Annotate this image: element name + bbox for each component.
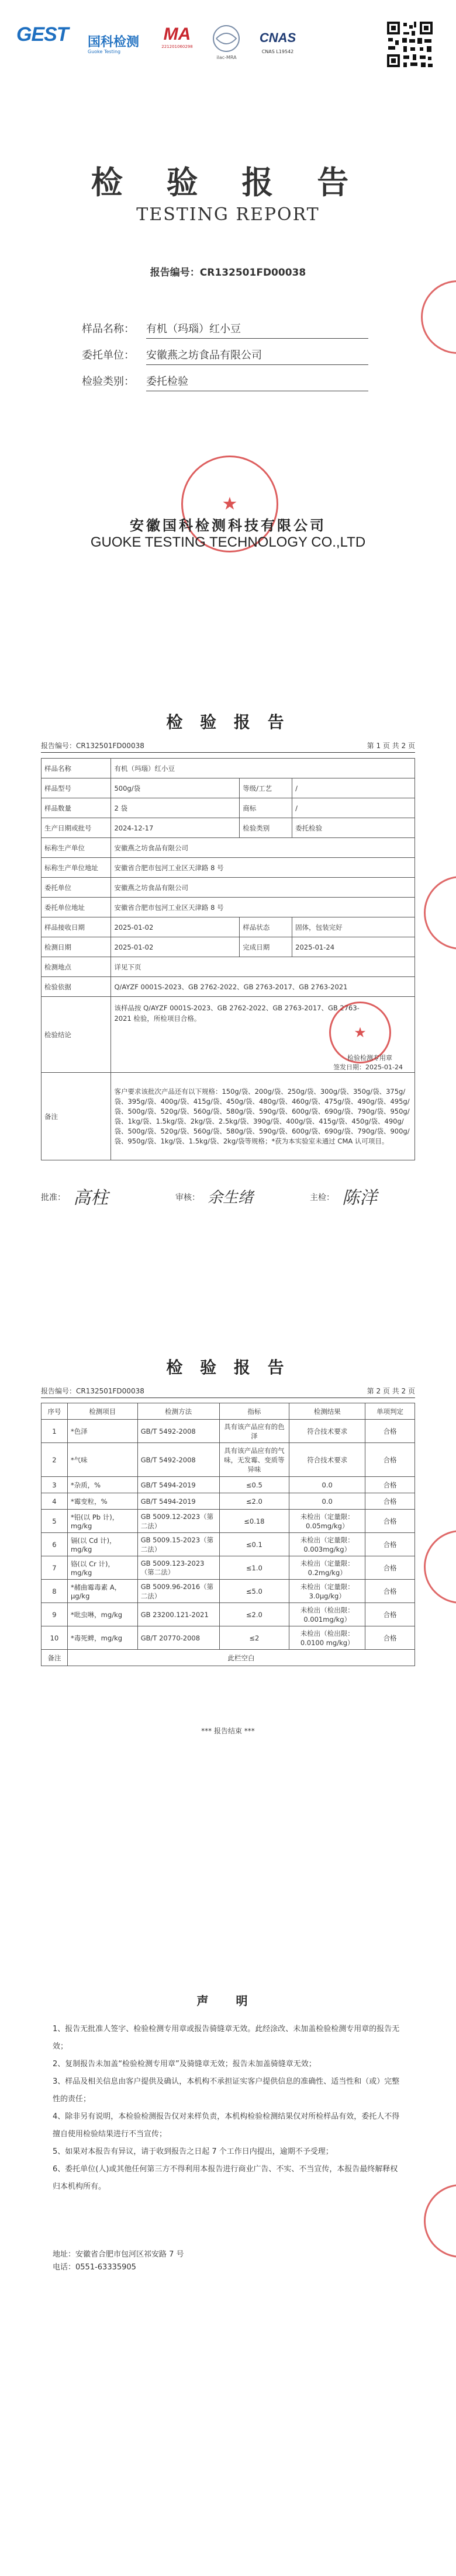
- cell-result: 0.0: [289, 1477, 365, 1493]
- page2-meta: [41, 741, 415, 750]
- column-header: 检测结果: [289, 1403, 365, 1420]
- table-row: [42, 858, 415, 878]
- table-row: [42, 878, 415, 898]
- page2-title: 检 验 报 告: [166, 712, 290, 732]
- table-cell: /: [292, 778, 415, 798]
- logo-text: GEST: [16, 23, 68, 46]
- field-value: 安徽燕之坊食品有限公司: [146, 347, 368, 365]
- cell-spec: ≤2.0: [219, 1493, 289, 1510]
- lab-name-cn: 安徽国科检测科技有限公司: [130, 517, 326, 534]
- table-row: [42, 1510, 415, 1533]
- reviewer-signature: 余生绪: [208, 1189, 254, 1207]
- cell-method: GB/T 5494-2019: [137, 1477, 219, 1493]
- column-header: 序号: [42, 1403, 68, 1420]
- sample-info-table: [41, 758, 415, 1160]
- qr-code-icon: [386, 20, 434, 68]
- table-cell: 委托单位: [42, 878, 111, 898]
- declaration-title: 声 明: [196, 1994, 260, 2008]
- cell-item: *杂质，%: [67, 1477, 137, 1493]
- lab-name-en: GUOKE TESTING TECHNOLOGY CO.,LTD: [90, 534, 366, 550]
- column-header: 单项判定: [365, 1403, 415, 1420]
- cell-no: 2: [42, 1443, 68, 1477]
- column-header: 检测方法: [137, 1403, 219, 1420]
- cnas-text: CNAS: [259, 30, 296, 45]
- declaration-item: 4、除非另有说明，本检验检测报告仅对来样负责，本机构检验检测结果仅对所检样品有效，委托人不得擅自使用检验结果进行不当宣传；: [53, 2112, 400, 2139]
- table-cell: 2024-12-17: [111, 818, 240, 838]
- field-value: 有机（玛瑙）红小豆: [146, 321, 368, 339]
- table-cell: 检验类别: [240, 818, 292, 838]
- table-cell: 标称生产单位地址: [42, 858, 111, 878]
- table-row: [42, 1493, 415, 1510]
- page3-title: 检 验 报 告: [166, 1358, 290, 1377]
- table-row: [42, 977, 415, 997]
- cell-result: 0.0: [289, 1493, 365, 1510]
- approver-signature: 高柱: [73, 1188, 108, 1208]
- cell-item: *吡虫啉，mg/kg: [67, 1603, 137, 1626]
- signature-area: [41, 1180, 415, 1215]
- table-row: [42, 798, 415, 818]
- table-row: [42, 1603, 415, 1626]
- cell-method: GB 5009.15-2023（第二法）: [137, 1533, 219, 1556]
- phone-text: 电话：0551-63335905: [53, 2263, 136, 2272]
- table-row: [42, 1556, 415, 1580]
- cover-field-client: [82, 345, 386, 364]
- table-cell: 备注: [42, 1073, 111, 1160]
- cnas-logo: [257, 23, 298, 60]
- cell-result: 符合技术要求: [289, 1420, 365, 1443]
- table-cell: 固体，包装完好: [292, 917, 415, 937]
- ilac-emblem-icon: [205, 25, 248, 53]
- table-cell: 样品接收日期: [42, 917, 111, 937]
- ilac-text: ilac-MRA: [216, 55, 237, 60]
- cell-spec: 具有该产品应有的色泽: [219, 1420, 289, 1443]
- cell-spec: ≤0.18: [219, 1510, 289, 1533]
- cell-verdict: 合格: [365, 1626, 415, 1650]
- divider: [41, 1397, 415, 1398]
- cell-method: GB/T 20770-2008: [137, 1626, 219, 1650]
- declaration-item: 2、复制报告未加盖“检验检测专用章”及骑缝章无效；报告未加盖骑缝章无效；: [53, 2060, 316, 2069]
- cell-method: GB/T 5494-2019: [137, 1493, 219, 1510]
- cell-spec: ≤2: [219, 1626, 289, 1650]
- cell-spec: ≤1.0: [219, 1556, 289, 1580]
- table-cell: 样品数量: [42, 798, 111, 818]
- cell-no: 6: [42, 1533, 68, 1556]
- table-cell: 样品名称: [42, 759, 111, 778]
- cell-item: *毒死蜱，mg/kg: [67, 1626, 137, 1650]
- declaration-list: [53, 2021, 403, 2196]
- column-header: 检测项目: [67, 1403, 137, 1420]
- table-row: [42, 957, 415, 977]
- cell-verdict: 合格: [365, 1477, 415, 1493]
- table-row: [42, 759, 415, 778]
- cell-result: 未检出（定量限：0.003mg/kg）: [289, 1533, 365, 1556]
- table-cell: 样品状态: [240, 917, 292, 937]
- table-row: [42, 778, 415, 798]
- cell-result: 未检出（检出限：0.001mg/kg）: [289, 1603, 365, 1626]
- cell-method: GB 5009.123-2023（第二法）: [137, 1556, 219, 1580]
- table-cell: /: [292, 798, 415, 818]
- table-row: [42, 818, 415, 838]
- cell-no: 8: [42, 1580, 68, 1603]
- page3-meta: [41, 1386, 415, 1396]
- results-table: [41, 1403, 415, 1666]
- table-row: [42, 1533, 415, 1556]
- cell-spec: 具有该产品应有的气味，无发霉、变质等异味: [219, 1443, 289, 1477]
- table-row: [42, 917, 415, 937]
- cell-spec: ≤5.0: [219, 1580, 289, 1603]
- editor-label: 主检：: [310, 1193, 334, 1202]
- cell-method: GB/T 5492-2008: [137, 1420, 219, 1443]
- table-cell: 完成日期: [240, 937, 292, 957]
- cnas-number: CNAS L19542: [261, 49, 294, 54]
- table-cell: 安徽省合肥市包河工业区天津路 8 号: [111, 898, 415, 917]
- ilac-mra-logo: [205, 25, 248, 60]
- cell-verdict: 合格: [365, 1420, 415, 1443]
- cell-verdict: 合格: [365, 1603, 415, 1626]
- cell-method: GB 5009.12-2023（第二法）: [137, 1510, 219, 1533]
- cell-no: 9: [42, 1603, 68, 1626]
- table-cell: 2025-01-02: [111, 937, 240, 957]
- table-cell: 检测地点: [42, 957, 111, 977]
- cell-verdict: 合格: [365, 1533, 415, 1556]
- cell-method: GB/T 5492-2008: [137, 1443, 219, 1477]
- table-row: [42, 1477, 415, 1493]
- declaration-item: 1、报告无批准人签字、检验检测专用章或报告骑缝章无效。此经涂改、未加盖检验检测专用章的报告无效；: [53, 2025, 400, 2051]
- table-cell: 安徽燕之坊食品有限公司: [111, 878, 415, 898]
- field-label: 样品名称：: [82, 323, 134, 335]
- table-cell: 安徽省合肥市包河工业区天津路 8 号: [111, 858, 415, 878]
- page3-page-number: 第 2 页 共 2 页: [367, 1387, 415, 1395]
- cell-method: GB 23200.121-2021: [137, 1603, 219, 1626]
- declaration-item: 6、委托单位(人)或其他任何第三方不得利用本报告进行商业广告、不实、不当宣传，本报告最终解释权归本机构所有。: [53, 2165, 398, 2191]
- ma-number: 221201060298: [161, 44, 193, 49]
- cell-no: 1: [42, 1420, 68, 1443]
- table-cell: 样品型号: [42, 778, 111, 798]
- table-cell: 2 袋: [111, 798, 240, 818]
- cell-item: *赭曲霉毒素 A，μg/kg: [67, 1580, 137, 1603]
- cell-no: 3: [42, 1477, 68, 1493]
- side-seal-stamp: [424, 2184, 456, 2258]
- table-cell: 等级/工艺: [240, 778, 292, 798]
- table-cell: 检验结论: [42, 997, 111, 1073]
- address-text: 地址：安徽省合肥市包河区祁安路 7 号: [53, 2250, 184, 2259]
- table-cell: 检测日期: [42, 937, 111, 957]
- brand-name: 国科检测: [88, 35, 140, 50]
- star-icon: ★: [222, 493, 238, 514]
- cell-item: 铬(以 Cr 计)，mg/kg: [67, 1556, 137, 1580]
- table-row: [42, 1073, 415, 1160]
- remark-cell: 客户要求该批次产品还有以下规格：150g/袋、200g/袋、250g/袋、300g/袋、350g/袋、375g/袋、395g/袋、400g/袋、415g/袋、450g/袋、480g/袋、460g/袋、475g/袋、490g/袋、495g/袋、500g/袋、520g/袋、560g/袋、580g/袋、590g/袋、600g/袋、690g/袋、790g/袋、950g/袋、1kg/袋、1.5kg/袋、2kg/袋、2.5kg/袋、390g/袋、400g/袋、415g/袋、450g/袋、490g/袋、500g/袋、520g/袋、560g/袋、580g/袋、590g/袋、600g/袋、690g/袋、790g/袋、900g/袋、950g/袋、1kg/袋、1.5kg/袋、2kg/袋等规格；*获为本实验室未通过 CMA 认可项目。: [111, 1073, 415, 1160]
- table-row: [42, 1626, 415, 1650]
- page2-page-number: 第 1 页 共 2 页: [367, 742, 415, 750]
- remark-label: 备注: [42, 1650, 68, 1666]
- page2-report-number: 报告编号：CR132501FD00038: [41, 742, 144, 750]
- company-logo: [16, 23, 87, 55]
- cell-item: *色泽: [67, 1420, 137, 1443]
- table-cell: 委托检验: [292, 818, 415, 838]
- cover-report-number: 报告编号：CR132501FD00038: [150, 267, 306, 279]
- table-row: [42, 898, 415, 917]
- field-label: 委托单位：: [82, 349, 134, 361]
- cell-verdict: 合格: [365, 1556, 415, 1580]
- table-row: [42, 997, 415, 1073]
- table-header-row: [42, 1403, 415, 1420]
- side-seal-stamp: [421, 280, 456, 354]
- column-header: 指标: [219, 1403, 289, 1420]
- cell-verdict: 合格: [365, 1510, 415, 1533]
- table-cell: 标称生产单位: [42, 838, 111, 858]
- conclusion-cell: [111, 997, 415, 1073]
- table-cell: 委托单位地址: [42, 898, 111, 917]
- table-cell: 2025-01-02: [111, 917, 240, 937]
- editor-signature: 陈洋: [342, 1188, 377, 1208]
- cell-item: *气味: [67, 1443, 137, 1477]
- page3-report-number: 报告编号：CR132501FD00038: [41, 1387, 144, 1395]
- table-row: [42, 838, 415, 858]
- side-seal-stamp: [424, 1530, 456, 1604]
- star-icon: ★: [354, 1024, 367, 1041]
- cover-title-en: TESTING REPORT: [136, 204, 320, 225]
- table-row: [42, 1650, 415, 1666]
- cell-spec: ≤2.0: [219, 1603, 289, 1626]
- table-row: [42, 1420, 415, 1443]
- cell-item: *铅(以 Pb 计)，mg/kg: [67, 1510, 137, 1533]
- field-label: 检验类别：: [82, 376, 134, 388]
- table-cell: 生产日期或批号: [42, 818, 111, 838]
- cell-spec: ≤0.5: [219, 1477, 289, 1493]
- cell-no: 5: [42, 1510, 68, 1533]
- table-cell: 安徽燕之坊食品有限公司: [111, 838, 415, 858]
- conclusion-text: 该样品按 Q/AYZF 0001S-2023、GB 2762-2022、GB 2763-2017、GB 2763-2021 检验，所检项目合格。: [114, 1004, 360, 1023]
- table-cell: 500g/袋: [111, 778, 240, 798]
- cell-result: 未检出（检出限：0.0100 mg/kg）: [289, 1626, 365, 1650]
- table-cell: Q/AYZF 0001S-2023、GB 2762-2022、GB 2763-2017、GB 2763-2021: [111, 977, 415, 997]
- cell-item: *霉变粒，%: [67, 1493, 137, 1510]
- brand-subtitle: Guoke Testing: [88, 49, 121, 54]
- cell-result: 未检出（定量限：3.0μg/kg）: [289, 1580, 365, 1603]
- reviewer-label: 审核：: [175, 1193, 200, 1202]
- report-end-mark: *** 报告结束 ***: [201, 1727, 255, 1735]
- table-row: [42, 1443, 415, 1477]
- table-cell: 商标: [240, 798, 292, 818]
- cell-result: 符合技术要求: [289, 1443, 365, 1477]
- table-cell: 检验依据: [42, 977, 111, 997]
- cover-field-sample-name: [82, 318, 386, 338]
- remark-value: 此栏空白: [67, 1650, 414, 1666]
- approver-label: 批准：: [41, 1193, 65, 1202]
- cover-field-category: [82, 371, 386, 391]
- cell-no: 7: [42, 1556, 68, 1580]
- table-row: [42, 937, 415, 957]
- cover-title-cn: 检 验 报 告: [91, 164, 365, 201]
- cell-method: GB 5009.96-2016（第二法）: [137, 1580, 219, 1603]
- table-cell: 2025-01-24: [292, 937, 415, 957]
- cell-no: 4: [42, 1493, 68, 1510]
- cell-item: 镉(以 Cd 计)，mg/kg: [67, 1533, 137, 1556]
- stamp-label: 检验检测专用章: [347, 1054, 392, 1062]
- field-value: 委托检验: [146, 373, 368, 391]
- cell-verdict: 合格: [365, 1443, 415, 1477]
- declaration-item: 3、样品及相关信息由客户提供及确认，本机构不承担证实客户提供信息的准确性、适当性和（或）完整性的责任；: [53, 2077, 400, 2104]
- cell-verdict: 合格: [365, 1493, 415, 1510]
- table-row: [42, 1580, 415, 1603]
- cell-result: 未检出（定量限：0.2mg/kg）: [289, 1556, 365, 1580]
- ma-logo-text: MA: [163, 25, 191, 44]
- ma-certification-logo: [157, 25, 198, 57]
- divider: [41, 752, 415, 753]
- sign-date: 签发日期：2025-01-24: [333, 1063, 403, 1071]
- cell-result: 未检出（定量限：0.05mg/kg）: [289, 1510, 365, 1533]
- declaration-item: 5、如果对本报告有异议，请于收到报告之日起 7 个工作日内提出，逾期不予受理；: [53, 2147, 333, 2156]
- table-cell: 详见下页: [111, 957, 415, 977]
- contact-info: [53, 2248, 184, 2274]
- cell-no: 10: [42, 1626, 68, 1650]
- side-seal-stamp: [424, 876, 456, 950]
- table-cell: 有机（玛瑙）红小豆: [111, 759, 415, 778]
- cell-verdict: 合格: [365, 1580, 415, 1603]
- cell-spec: ≤0.1: [219, 1533, 289, 1556]
